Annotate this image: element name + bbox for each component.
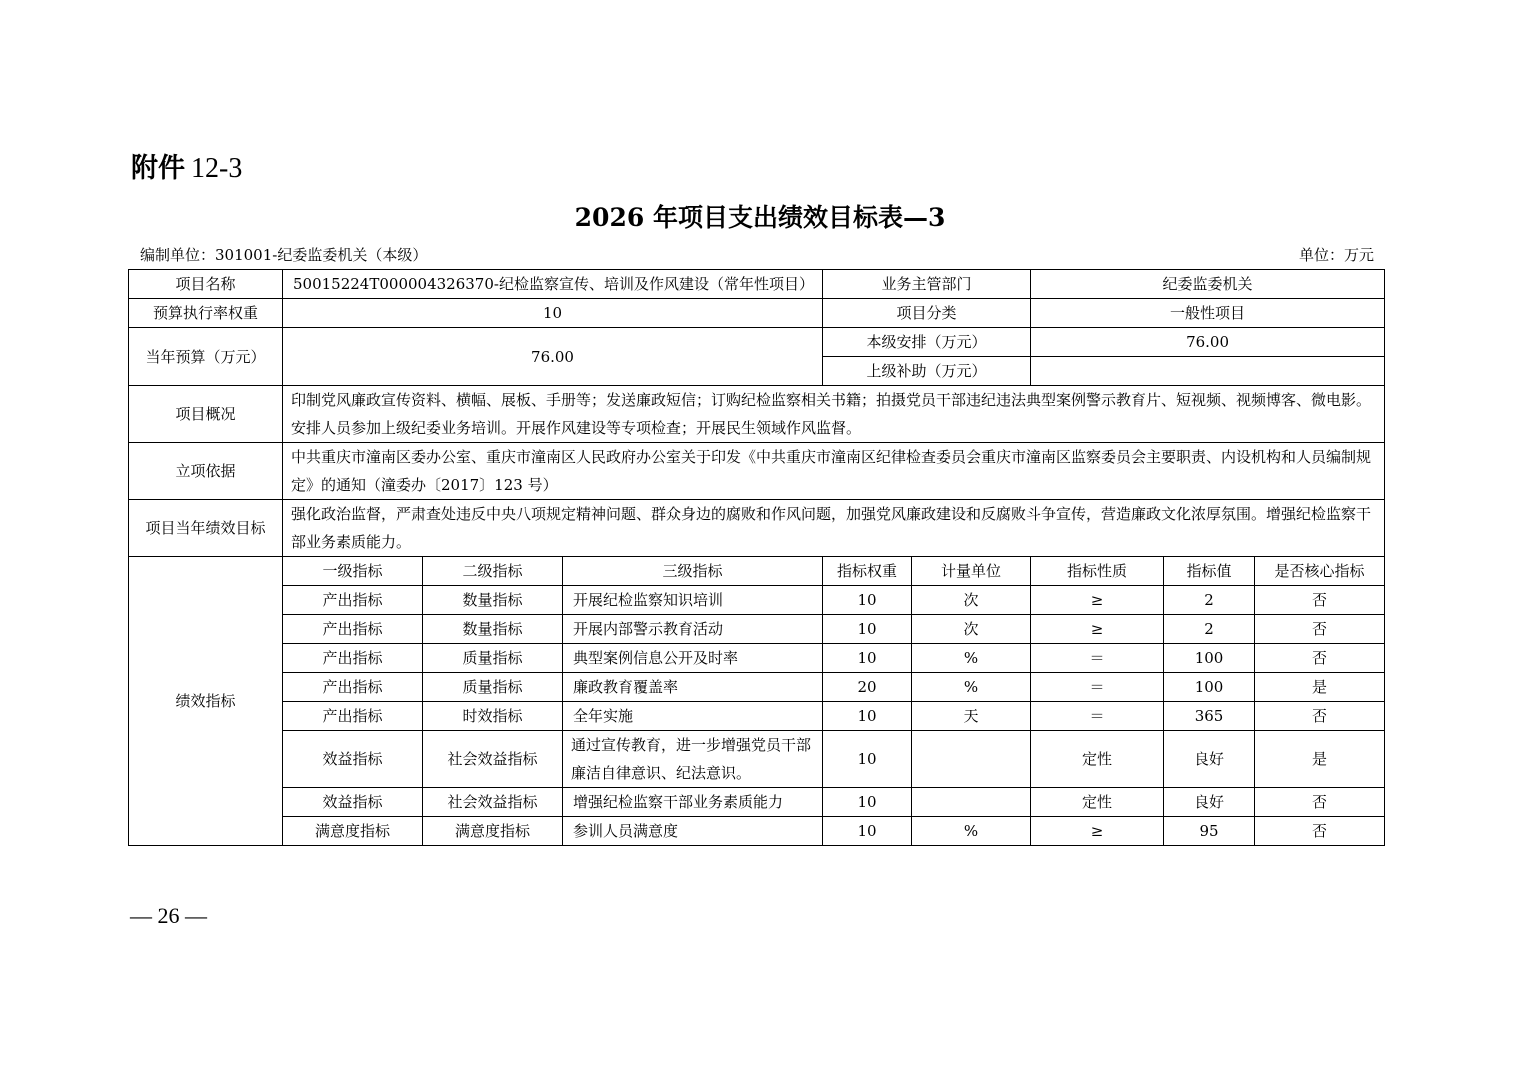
- cell-weight: 20: [823, 673, 912, 702]
- header-level1: 一级指标: [283, 557, 423, 586]
- overview-label: 项目概况: [129, 386, 283, 443]
- cell-value: 100: [1164, 673, 1255, 702]
- cell-level2: 社会效益指标: [423, 731, 563, 788]
- basis-label: 立项依据: [129, 443, 283, 500]
- indicator-row: [129, 817, 1385, 846]
- document-title: 2026 年项目支出绩效目标表—3: [574, 203, 946, 232]
- cell-level2: 社会效益指标: [423, 788, 563, 817]
- cell-level3: 开展纪检监察知识培训: [563, 586, 823, 615]
- cell-value: 100: [1164, 644, 1255, 673]
- cell-core: 否: [1255, 615, 1385, 644]
- cell-level2: 时效指标: [423, 702, 563, 731]
- cell-level1: 效益指标: [283, 731, 423, 788]
- cell-level1: 产出指标: [283, 644, 423, 673]
- dept-label: 业务主管部门: [823, 270, 1031, 299]
- indicator-row: [129, 788, 1385, 817]
- cell-core: 否: [1255, 586, 1385, 615]
- indicator-header-row: [129, 557, 1385, 586]
- currency-unit: 单位：万元: [1298, 246, 1374, 264]
- attachment-word: 附件: [131, 153, 185, 184]
- cell-core: 是: [1255, 673, 1385, 702]
- cell-level3: 参训人员满意度: [563, 817, 823, 846]
- cell-nature: ≥: [1031, 615, 1164, 644]
- info-section: [129, 270, 1385, 557]
- cell-unit: 次: [912, 615, 1031, 644]
- exec-weight-label: 预算执行率权重: [129, 299, 283, 328]
- indicator-row: [129, 615, 1385, 644]
- header-level3: 三级指标: [563, 557, 823, 586]
- cell-value: 良好: [1164, 731, 1255, 788]
- cell-value: 95: [1164, 817, 1255, 846]
- cell-unit: %: [912, 673, 1031, 702]
- budget-label: 当年预算（万元）: [129, 328, 283, 386]
- cell-unit: [912, 731, 1031, 788]
- goal-value: 强化政治监督，严肃查处违反中央八项规定精神问题、群众身边的腐败和作风问题，加强党风廉政建设和反腐败斗争宣传，营造廉政文化浓厚氛围。增强纪检监察干部业务素质能力。: [283, 500, 1385, 557]
- cell-weight: 10: [823, 586, 912, 615]
- indicator-row: [129, 586, 1385, 615]
- cell-weight: 10: [823, 702, 912, 731]
- cell-nature: ≥: [1031, 817, 1164, 846]
- table-row: [129, 270, 1385, 299]
- cell-value: 良好: [1164, 788, 1255, 817]
- attachment-number: 12-3: [191, 153, 243, 184]
- header-core: 是否核心指标: [1255, 557, 1385, 586]
- cell-level2: 满意度指标: [423, 817, 563, 846]
- cell-nature: ≥: [1031, 586, 1164, 615]
- cell-weight: 10: [823, 644, 912, 673]
- cell-level3: 廉政教育覆盖率: [563, 673, 823, 702]
- cell-level2: 数量指标: [423, 615, 563, 644]
- budget-value: 76.00: [283, 328, 823, 386]
- cell-unit: %: [912, 817, 1031, 846]
- cell-unit: [912, 788, 1031, 817]
- local-value: 76.00: [1031, 328, 1385, 357]
- cell-level3: 典型案例信息公开及时率: [563, 644, 823, 673]
- header-nature: 指标性质: [1031, 557, 1164, 586]
- cell-nature: ＝: [1031, 673, 1164, 702]
- cell-level2: 质量指标: [423, 673, 563, 702]
- cell-nature: ＝: [1031, 702, 1164, 731]
- header-level2: 二级指标: [423, 557, 563, 586]
- cell-weight: 10: [823, 788, 912, 817]
- cell-level1: 满意度指标: [283, 817, 423, 846]
- cell-level2: 质量指标: [423, 644, 563, 673]
- cell-level1: 产出指标: [283, 702, 423, 731]
- cell-unit: %: [912, 644, 1031, 673]
- exec-weight-value: 10: [283, 299, 823, 328]
- project-name-label: 项目名称: [129, 270, 283, 299]
- category-label: 项目分类: [823, 299, 1031, 328]
- table-row: [129, 443, 1385, 500]
- table-row: [129, 299, 1385, 328]
- subsidy-value: [1031, 357, 1385, 386]
- subsidy-label: 上级补助（万元）: [823, 357, 1031, 386]
- cell-core: 否: [1255, 788, 1385, 817]
- basis-value: 中共重庆市潼南区委办公室、重庆市潼南区人民政府办公室关于印发《中共重庆市潼南区纪律检查委员会重庆市潼南区监察委员会主要职责、内设机构和人员编制规定》的通知（潼委办〔2017〕123 号）: [283, 443, 1385, 500]
- cell-level1: 产出指标: [283, 586, 423, 615]
- cell-unit: 次: [912, 586, 1031, 615]
- compiler-unit: 编制单位：301001-纪委监委机关（本级）: [140, 246, 428, 264]
- cell-core: 是: [1255, 731, 1385, 788]
- cell-value: 2: [1164, 586, 1255, 615]
- cell-weight: 10: [823, 731, 912, 788]
- header-unit: 计量单位: [912, 557, 1031, 586]
- page-number: — 26 —: [130, 903, 207, 928]
- cell-value: 2: [1164, 615, 1255, 644]
- cell-value: 365: [1164, 702, 1255, 731]
- cell-core: 否: [1255, 702, 1385, 731]
- cell-weight: 10: [823, 817, 912, 846]
- cell-level2: 数量指标: [423, 586, 563, 615]
- performance-table: [128, 269, 1385, 846]
- indicator-row: [129, 644, 1385, 673]
- cell-nature: 定性: [1031, 731, 1164, 788]
- cell-level1: 产出指标: [283, 615, 423, 644]
- cell-unit: 天: [912, 702, 1031, 731]
- dept-value: 纪委监委机关: [1031, 270, 1385, 299]
- cell-core: 否: [1255, 817, 1385, 846]
- cell-nature: ＝: [1031, 644, 1164, 673]
- goal-label: 项目当年绩效目标: [129, 500, 283, 557]
- cell-level3: 全年实施: [563, 702, 823, 731]
- indicator-row: [129, 673, 1385, 702]
- header-weight: 指标权重: [823, 557, 912, 586]
- cell-level3: 通过宣传教育，进一步增强党员干部廉洁自律意识、纪法意识。: [563, 731, 823, 788]
- indicator-row: [129, 731, 1385, 788]
- attachment-label: [131, 146, 242, 185]
- table-row: [129, 500, 1385, 557]
- local-label: 本级安排（万元）: [823, 328, 1031, 357]
- cell-core: 否: [1255, 644, 1385, 673]
- category-value: 一般性项目: [1031, 299, 1385, 328]
- cell-level1: 效益指标: [283, 788, 423, 817]
- indicator-section: [129, 557, 1385, 846]
- overview-value: 印制党风廉政宣传资料、横幅、展板、手册等；发送廉政短信；订购纪检监察相关书籍；拍摄党员干部违纪违法典型案例警示教育片、短视频、视频博客、微电影。安排人员参加上级纪委业务培训。开展作风建设等专项检查；开展民生领域作风监督。: [283, 386, 1385, 443]
- indicator-section-label: 绩效指标: [129, 557, 283, 846]
- project-name-value: 50015224T000004326370-纪检监察宣传、培训及作风建设（常年性项目）: [283, 270, 823, 299]
- cell-weight: 10: [823, 615, 912, 644]
- table-row: [129, 328, 1385, 357]
- cell-level3: 增强纪检监察干部业务素质能力: [563, 788, 823, 817]
- cell-level1: 产出指标: [283, 673, 423, 702]
- header-value: 指标值: [1164, 557, 1255, 586]
- cell-nature: 定性: [1031, 788, 1164, 817]
- cell-level3: 开展内部警示教育活动: [563, 615, 823, 644]
- indicator-row: [129, 702, 1385, 731]
- table-row: [129, 386, 1385, 443]
